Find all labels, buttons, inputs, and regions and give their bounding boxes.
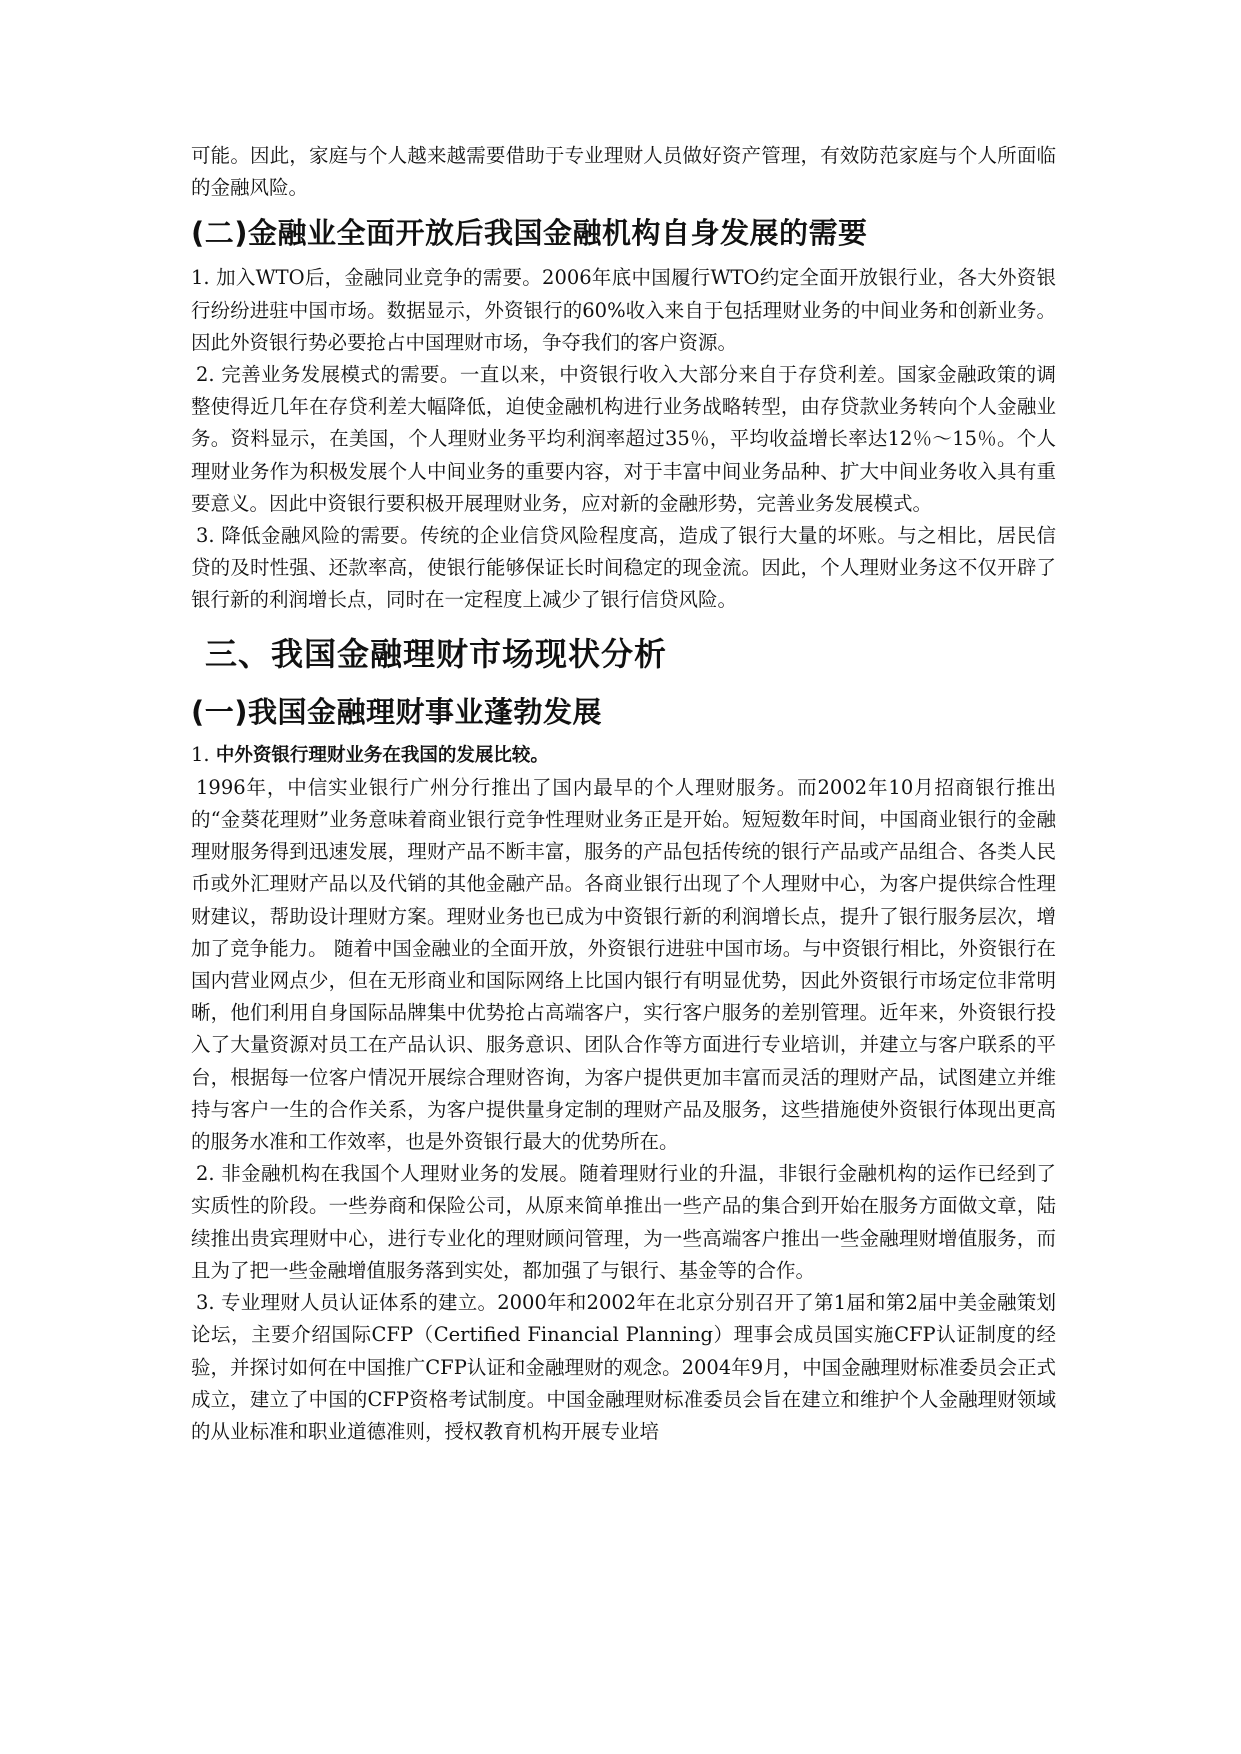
heading-section-3: 三、我国金融理财市场现状分析 [205,634,668,673]
paragraph-financial-risk: 3. 降低金融风险的需要。传统的企业信贷风险程度高，造成了银行大量的坏账。与之相比，居民信贷的及时性强、还款率高，使银行能够保证长时间稳定的现金流。因此，个人理财业务这不仅开辟了银行新的利润增长点，同时在一定程度上减少了银行信贷风险。 [191,524,1056,612]
paragraph-wto: 1. 加入WTO后，金融同业竞争的需要。2006年底中国履行WTO约定全面开放银行业，各大外资银行纷纷进驻中国市场。数据显示，外资银行的60%收入来自于包括理财业务的中间业务和创新业务。因此外资银行势必要抢占中国理财市场，争夺我们的客户资源。 [191,266,1056,354]
item1-title: 中外资银行理财业务在我国的发展比较。 [215,744,549,766]
paragraph-item1-title [191,739,1056,772]
heading-section-2-2: (二)金融业全面开放后我国金融机构自身发展的需要 [191,216,868,251]
paragraph-business-mode: 2. 完善业务发展模式的需要。一直以来，中资银行收入大部分来自于存贷利差。国家金融政策的调整使得近几年在存贷利差大幅降低，迫使金融机构进行业务战略转型，由存贷款业务转向个人金融业务。资料显示，在美国，个人理财业务平均利润率超过35％，平均收益增长率达12％～15％。个人理财业务作为积极发展个人中间业务的重要内容，对于丰富中间业务品种、扩大中间业务收入具有重要意义。因此中资银行要积极开展理财业务，应对新的金融形势，完善业务发展模式。 [191,363,1056,515]
paragraph-nonbank: 2. 非金融机构在我国个人理财业务的发展。随着理财行业的升温，非银行金融机构的运作已经到了实质性的阶段。一些券商和保险公司，从原来简单推出一些产品的集合到开始在服务方面做文章，陆续推出贵宾理财中心，进行专业化的理财顾问管理，为一些高端客户推出一些金融理财增值服务，而且为了把一些金融增值服务落到实处，都加强了与银行、基金等的合作。 [191,1162,1056,1282]
paragraph-1996: 1996年，中信实业银行广州分行推出了国内最早的个人理财服务。而2002年10月招商银行推出的“金葵花理财”业务意味着商业银行竞争性理财业务正是开始。短短数年时间，中国商业银行的金融理财服务得到迅速发展，理财产品不断丰富，服务的产品包括传统的银行产品或产品组合、各类人民币或外汇理财产品以及代销的其他金融产品。各商业银行出现了个人理财中心，为客户提供综合性理财建议，帮助设计理财方案。理财业务也已成为中资银行新的利润增长点，提升了银行服务层次，增加了竞争能力。 随着中国金融业的全面开放，外资银行进驻中国市场。与中资银行相比，外资银行在国内营业网点少，但在无形商业和国际网络上比国内银行有明显优势，因此外资银行市场定位非常明晰，他们利用自身国际品牌集中优势抢占高端客户，实行客户服务的差别管理。近年来，外资银行投入了大量资源对员工在产品认识、服务意识、团队合作等方面进行专业培训，并建立与客户联系的平台，根据每一位客户情况开展综合理财咨询，为客户提供更加丰富而灵活的理财产品，试图建立并维持与客户一生的合作关系，为客户提供量身定制的理财产品及服务，这些措施使外资银行体现出更高的服务水准和工作效率，也是外资银行最大的优势所在。 [191,775,1056,1154]
paragraph-cfp: 3. 专业理财人员认证体系的建立。2000年和2002年在北京分别召开了第1届和第2届中美金融策划论坛，主要介绍国际CFP（Certified Financial Planning）理事会成员国实施CFP认证制度的经验，并探讨如何在中国推广CFP认证和金融理财的观念。2004年9月，中国金融理财标准委员会正式成立，建立了中国的CFP资格考试制度。中国金融理财标准委员会旨在建立和维护个人金融理财领域的从业标准和职业道德准则，授权教育机构开展专业培 [191,1291,1056,1443]
document-page [191,140,1056,1448]
heading-section-3-1: (一)我国金融理财事业蓬勃发展 [191,694,603,729]
paragraph-intro: 可能。因此，家庭与个人越来越需要借助于专业理财人员做好资产管理，有效防范家庭与个人所面临的金融风险。 [191,144,1056,200]
item1-number: 1. [191,742,210,766]
